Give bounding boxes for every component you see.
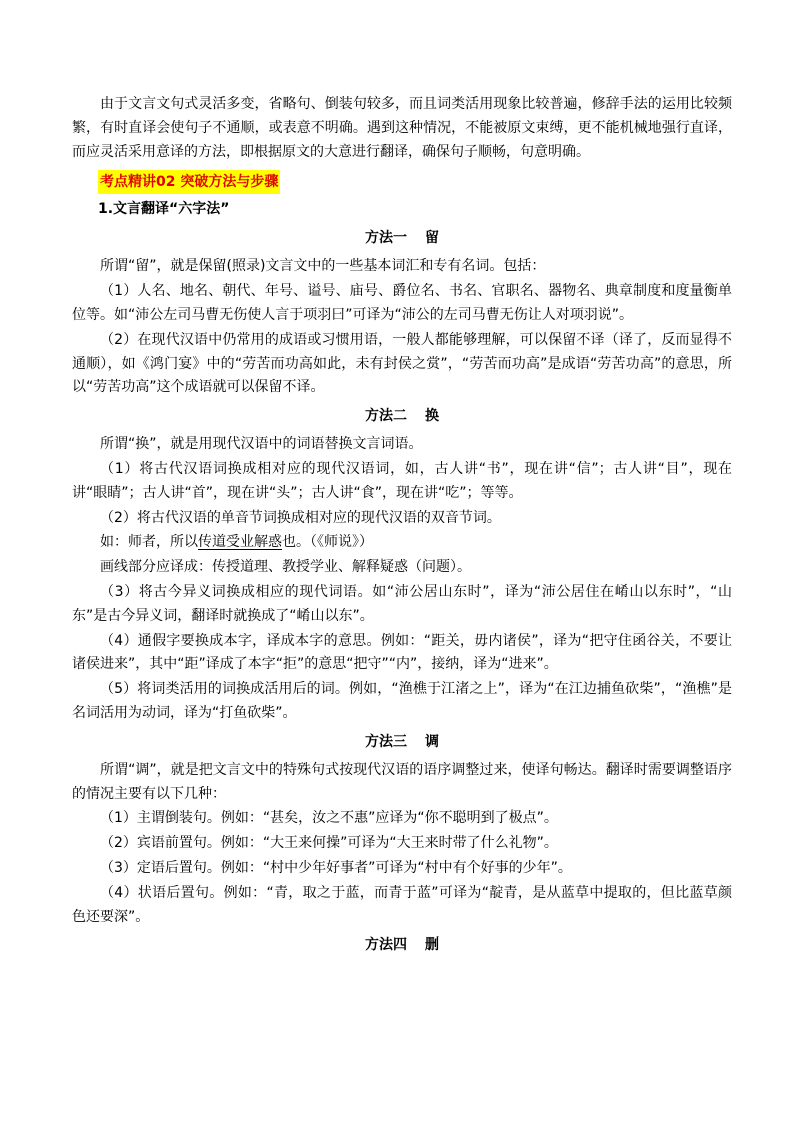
method2-paragraph-2: （1）将古代汉语词换成相对应的现代汉语词，如，古人讲“书”，现在讲“信”；古人讲“目”，现在讲“眼睛”；古人讲“首”，现在讲“头”；古人讲“食”，现在讲“吃”；等等。 <box>72 460 732 501</box>
method3-title-label: 方法三 <box>365 733 407 750</box>
method2-paragraph-5: 画线部分应译成：传授道理、教授学业、解释疑惑（问题）。 <box>100 559 471 576</box>
method1-paragraph-1: 所谓“留”，就是保留(照录)文言文中的一些基本词汇和专有名词。包括： <box>100 258 546 275</box>
method3-paragraph-4: （3）定语后置句。例如：“村中少年好事者”可译为“村中有个好事的少年”。 <box>100 859 572 876</box>
method2-paragraph-1: 所谓“换”，就是用现代汉语中的词语替换文言词语。 <box>100 436 423 453</box>
method1-title-label: 方法一 <box>365 230 407 247</box>
method2-paragraph-6: （3）将古今异义词换成相应的现代词语。如“沛公居山东时”，译为“沛公居住在崤山以东时”，“山东”是古今异义词，翻译时就换成了“崤山以东”。 <box>72 583 732 624</box>
method3-title <box>72 731 732 754</box>
method2-paragraph-8: （5）将词类活用的词换成活用后的词。例如，“渔樵于江渚之上”，译为“在江边捕鱼砍柴”，“渔樵”是名词活用为动词，译为“打鱼砍柴”。 <box>72 681 732 721</box>
method3-paragraph-3: （2）宾语前置句。例如：“大王来何操”可译为“大王来时带了什么礼物”。 <box>100 835 558 852</box>
intro-paragraph: 由于文言文句式灵活多变，省略句、倒装句较多，而且词类活用现象比较普遍，修辞手法的运用比较频繁，有时直译会使句子不通顺，或表意不明确。遇到这种情况，不能被原文束缚，更不能机械地强行直译，而应灵活采用意译的方法，即根据原文的大意进行翻译，确保句子顺畅，句意明确。 <box>72 96 732 160</box>
method2-title-label: 方法二 <box>365 408 407 425</box>
method2-example-before: 如：师者，所以 <box>100 534 198 551</box>
highlight-tag: 考点精讲02 突破方法与步骤 <box>98 170 280 194</box>
method3-paragraph-2: （1）主谓倒装句。例如：“甚矣，汝之不惠”应译为“你不聪明到了极点”。 <box>100 810 558 827</box>
method4-title-name: 删 <box>425 937 439 954</box>
method2-paragraph-3: （2）将古代汉语的单音节词换成相对应的现代汉语的双音节词。 <box>100 509 501 526</box>
method2-title <box>72 405 732 428</box>
method3-paragraph-5: （4）状语后置句。例如：“青，取之于蓝，而青于蓝”可译为“靛青，是从蓝草中提取的，但比蓝草颜色还要深”。 <box>72 884 732 925</box>
method1-paragraph-3: （2）在现代汉语中仍常用的成语或习惯用语，一般人都能够理解，可以保留不译（译了，反而显得不通顺），如《鸿门宴》中的“劳苦而功高如此，未有封侯之赏”，“劳苦而功高”是成语“劳苦功高”的意思，所以“劳苦功高”这个成语就可以保留不译。 <box>72 331 732 396</box>
method3-title-name: 调 <box>425 733 439 750</box>
method3-paragraph-1: 所谓“调”，就是把文言文中的特殊句式按现代汉语的语序调整过来，使译句畅达。翻译时需要调整语序的情况主要有以下几种： <box>72 761 732 802</box>
method1-paragraph-2: （1）人名、地名、朝代、年号、谥号、庙号、爵位名、书名、官职名、器物名、典章制度和度量衡单位等。如“沛公左司马曹无伤使人言于项羽曰”可译为“沛公的左司马曹无伤让人对项羽说”。 <box>72 283 732 323</box>
method2-example <box>72 531 732 555</box>
document-body <box>72 93 732 962</box>
method2-title-name: 换 <box>425 408 439 425</box>
method2-example-underlined: 传道受业解惑 <box>198 534 282 551</box>
section-title: 1.文言翻译“六字法” <box>98 201 230 218</box>
method1-title-name: 留 <box>425 230 439 247</box>
method4-title <box>72 934 732 957</box>
method4-title-label: 方法四 <box>365 937 407 954</box>
method2-paragraph-7: （4）通假字要换成本字，译成本字的意思。例如：“距关，毋内诸侯”，译为“把守住函谷关，不要让诸侯进来”，其中“距”译成了本字“拒”的意思“把守”“内”，接纳，译为“进来”。 <box>72 632 732 673</box>
highlight-heading <box>98 170 732 194</box>
method1-title <box>72 227 732 250</box>
method2-example-after: 也。（《师说》） <box>282 534 373 551</box>
